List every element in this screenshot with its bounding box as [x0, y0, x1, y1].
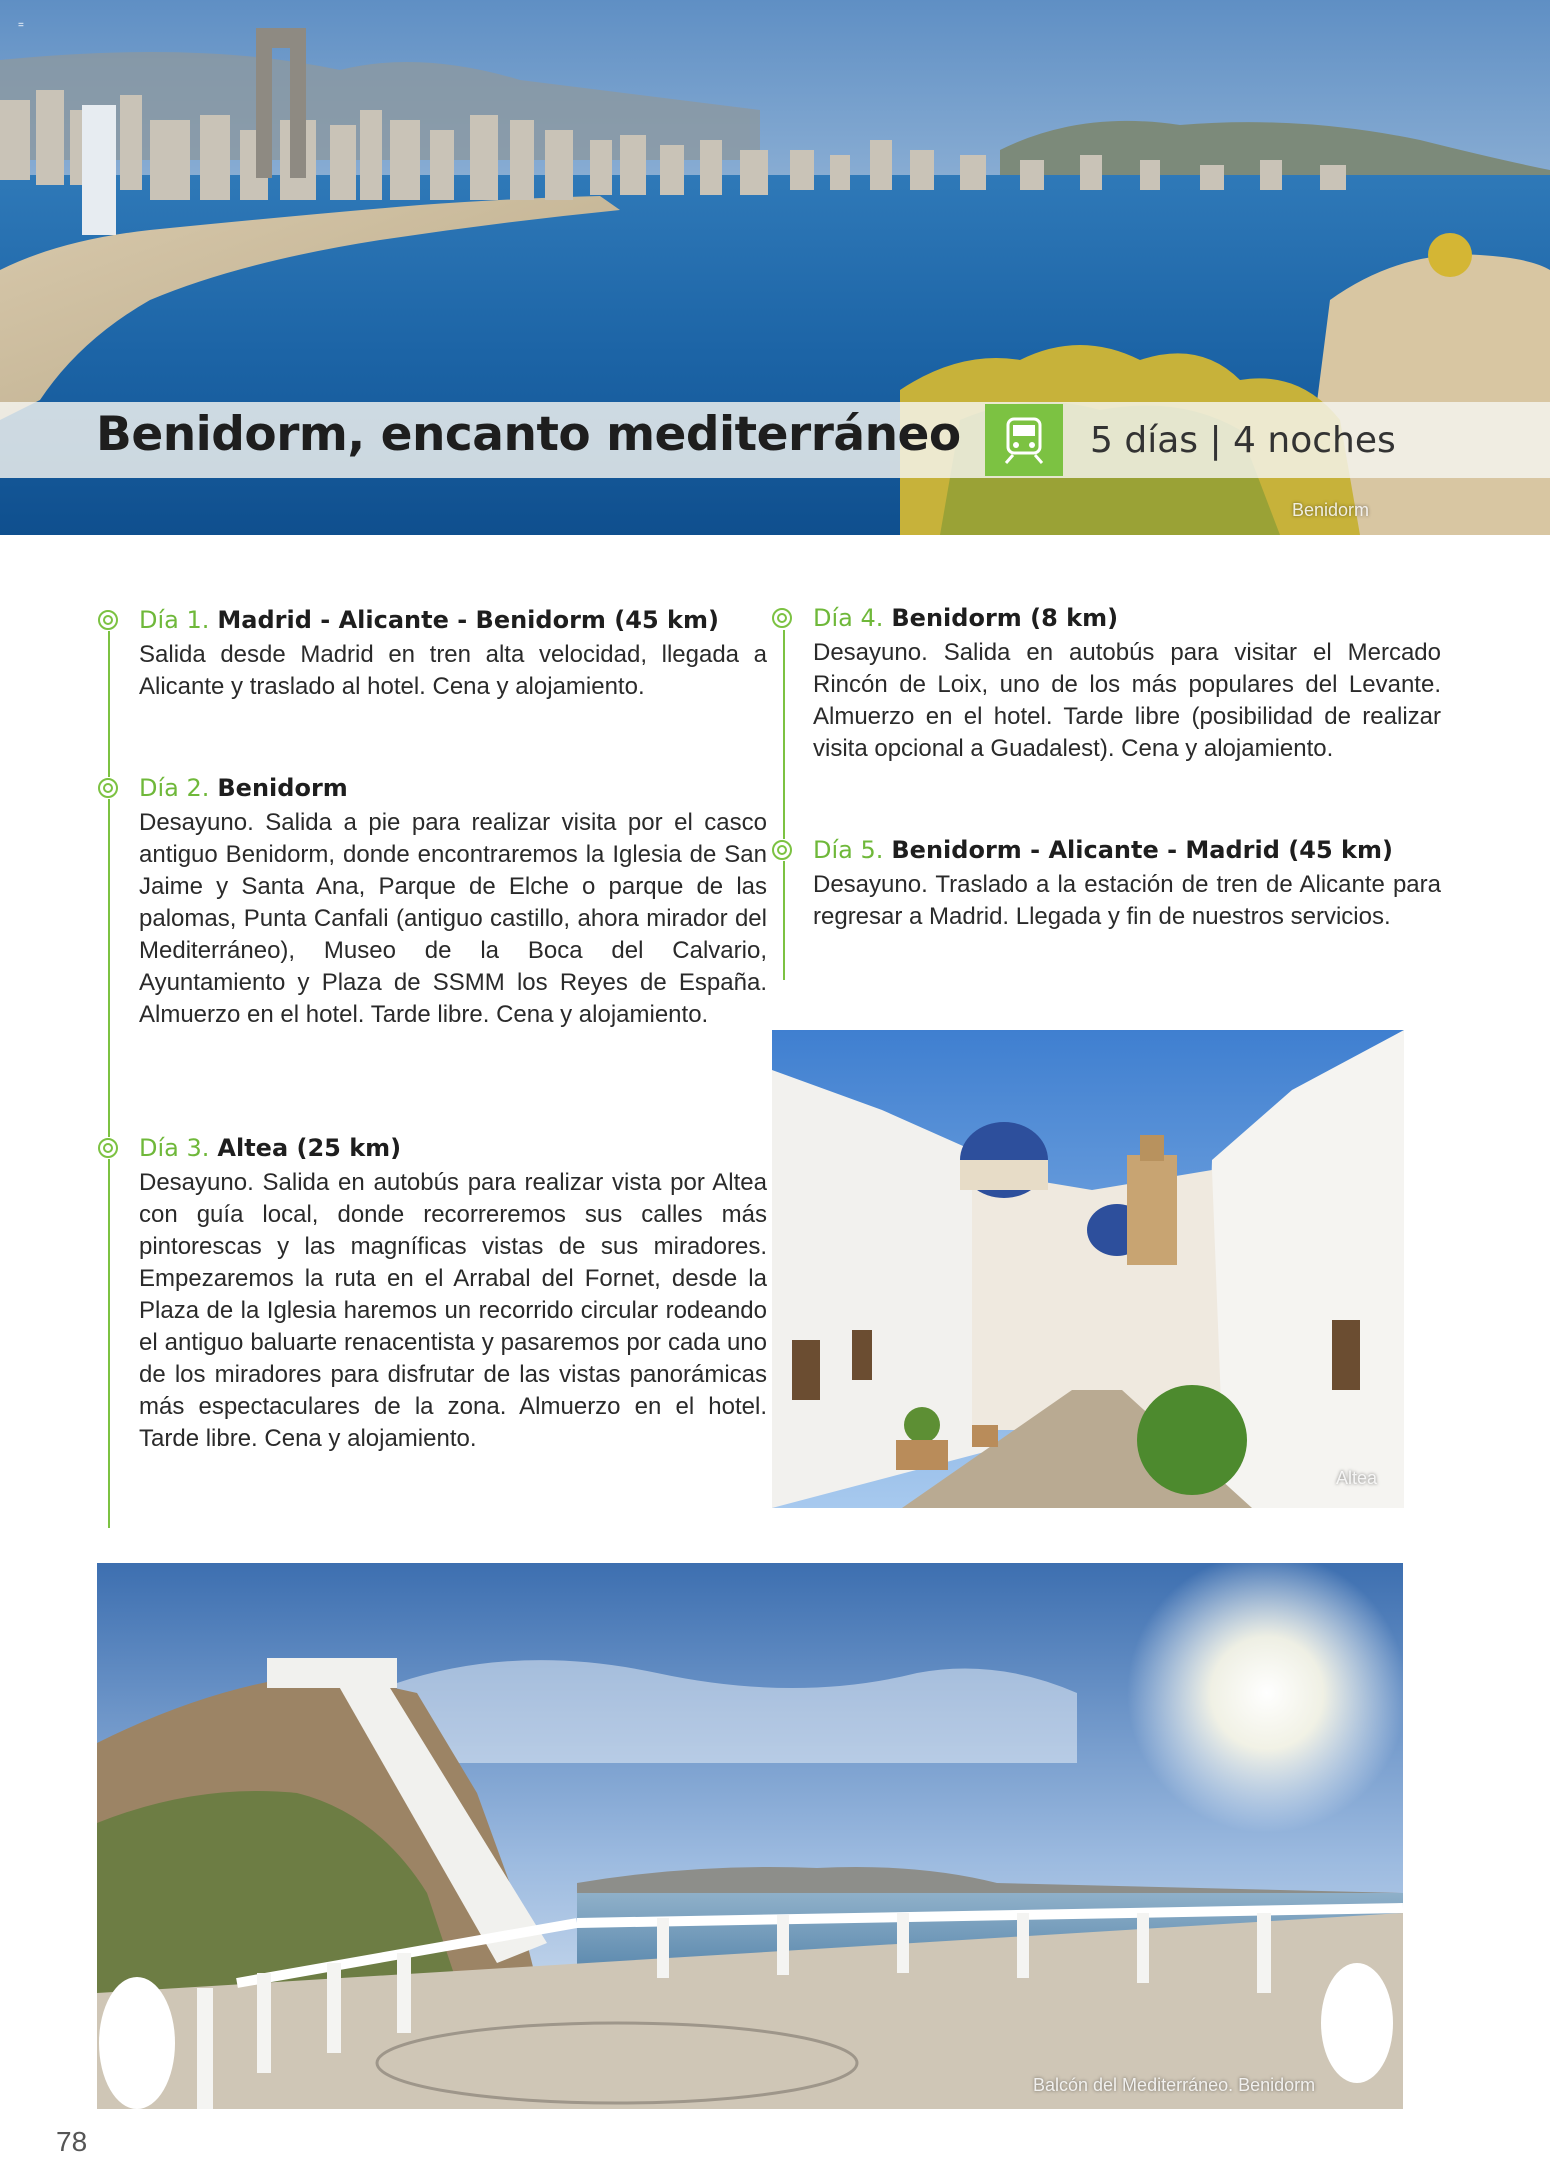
hero-photo-caption: Benidorm: [1292, 500, 1370, 520]
day-5-title: Benidorm - Alicante - Madrid (45 km): [891, 836, 1393, 864]
day-2-title: Benidorm: [217, 774, 348, 802]
day-1-title: Madrid - Alicante - Benidorm (45 km): [217, 606, 719, 634]
day-1-description: Salida desde Madrid en tren alta velocidad, llegada a Alicante y traslado al hotel. Cena y alojamiento.: [139, 641, 767, 700]
day-5-heading: [813, 833, 1441, 867]
day-4-label: Día 4.: [813, 604, 884, 632]
day-marker-icon: [97, 609, 119, 631]
page-title: Benidorm, encanto mediterráneo: [96, 407, 961, 462]
trip-duration: 5 días | 4 noches: [1090, 420, 1396, 461]
itinerary-day-5: [813, 833, 1441, 933]
train-icon: [985, 404, 1063, 476]
corner-mark: =: [18, 20, 24, 31]
day-3-title: Altea (25 km): [217, 1134, 402, 1162]
page-number: 78: [56, 2126, 88, 2157]
day-marker-icon: [97, 1137, 119, 1159]
itinerary-day-3: [139, 1131, 767, 1455]
balcon-mediterraneo-photo: [97, 1563, 1403, 2109]
day-1-heading: [139, 603, 767, 637]
day-1-label: Día 1.: [139, 606, 210, 634]
day-2-heading: [139, 771, 767, 805]
day-4-title: Benidorm (8 km): [891, 604, 1119, 632]
altea-photo: [772, 1030, 1404, 1508]
balcon-photo-caption: Balcón del Mediterráneo. Benidorm: [1033, 2075, 1316, 2095]
day-4-description: Desayuno. Salida en autobús para visitar el Mercado Rincón de Loix, uno de los más populares del Levante. Almuerzo en el hotel. Tarde libre (posibilidad de realizar visita opcional a Guadalest). Cena y alojamiento.: [813, 639, 1441, 762]
day-marker-icon: [771, 607, 793, 629]
altea-photo-caption: Altea: [1336, 1468, 1378, 1488]
timeline-line-right: [783, 630, 785, 980]
day-5-description: Desayuno. Traslado a la estación de tren de Alicante para regresar a Madrid. Llegada y fin de nuestros servicios.: [813, 871, 1441, 930]
day-3-heading: [139, 1131, 767, 1165]
itinerary-day-4: [813, 601, 1441, 765]
day-marker-icon: [771, 839, 793, 861]
day-3-description: Desayuno. Salida en autobús para realizar vista por Altea con guía local, donde recorreremos sus calles más pintorescas y las magníficas vistas de sus miradores. Empezaremos la ruta en el Arrabal del Fornet, desde la Plaza de la Iglesia haremos un recorrido circular rodeando el antiguo baluarte renacentista y pasaremos por cada uno de los miradores para disfrutar de las vistas panorámicas más espectaculares de la zona. Almuerzo en el hotel. Tarde libre. Cena y alojamiento.: [139, 1169, 767, 1452]
itinerary-day-2: [139, 771, 767, 1031]
itinerary-day-1: [139, 603, 767, 703]
timeline-line-left: [108, 630, 110, 1528]
day-marker-icon: [97, 777, 119, 799]
day-4-heading: [813, 601, 1441, 635]
day-5-label: Día 5.: [813, 836, 884, 864]
day-2-label: Día 2.: [139, 774, 210, 802]
day-2-description: Desayuno. Salida a pie para realizar visita por el casco antiguo Benidorm, donde encontraremos la Iglesia de San Jaime y Santa Ana, Parque de Elche o parque de las palomas, Punta Canfali (antiguo castillo, ahora mirador del Mediterráneo), Museo de la Boca del Calvario, Ayuntamiento y Plaza de SSMM los Reyes de España. Almuerzo en el hotel. Tarde libre. Cena y alojamiento.: [139, 809, 767, 1028]
day-3-label: Día 3.: [139, 1134, 210, 1162]
